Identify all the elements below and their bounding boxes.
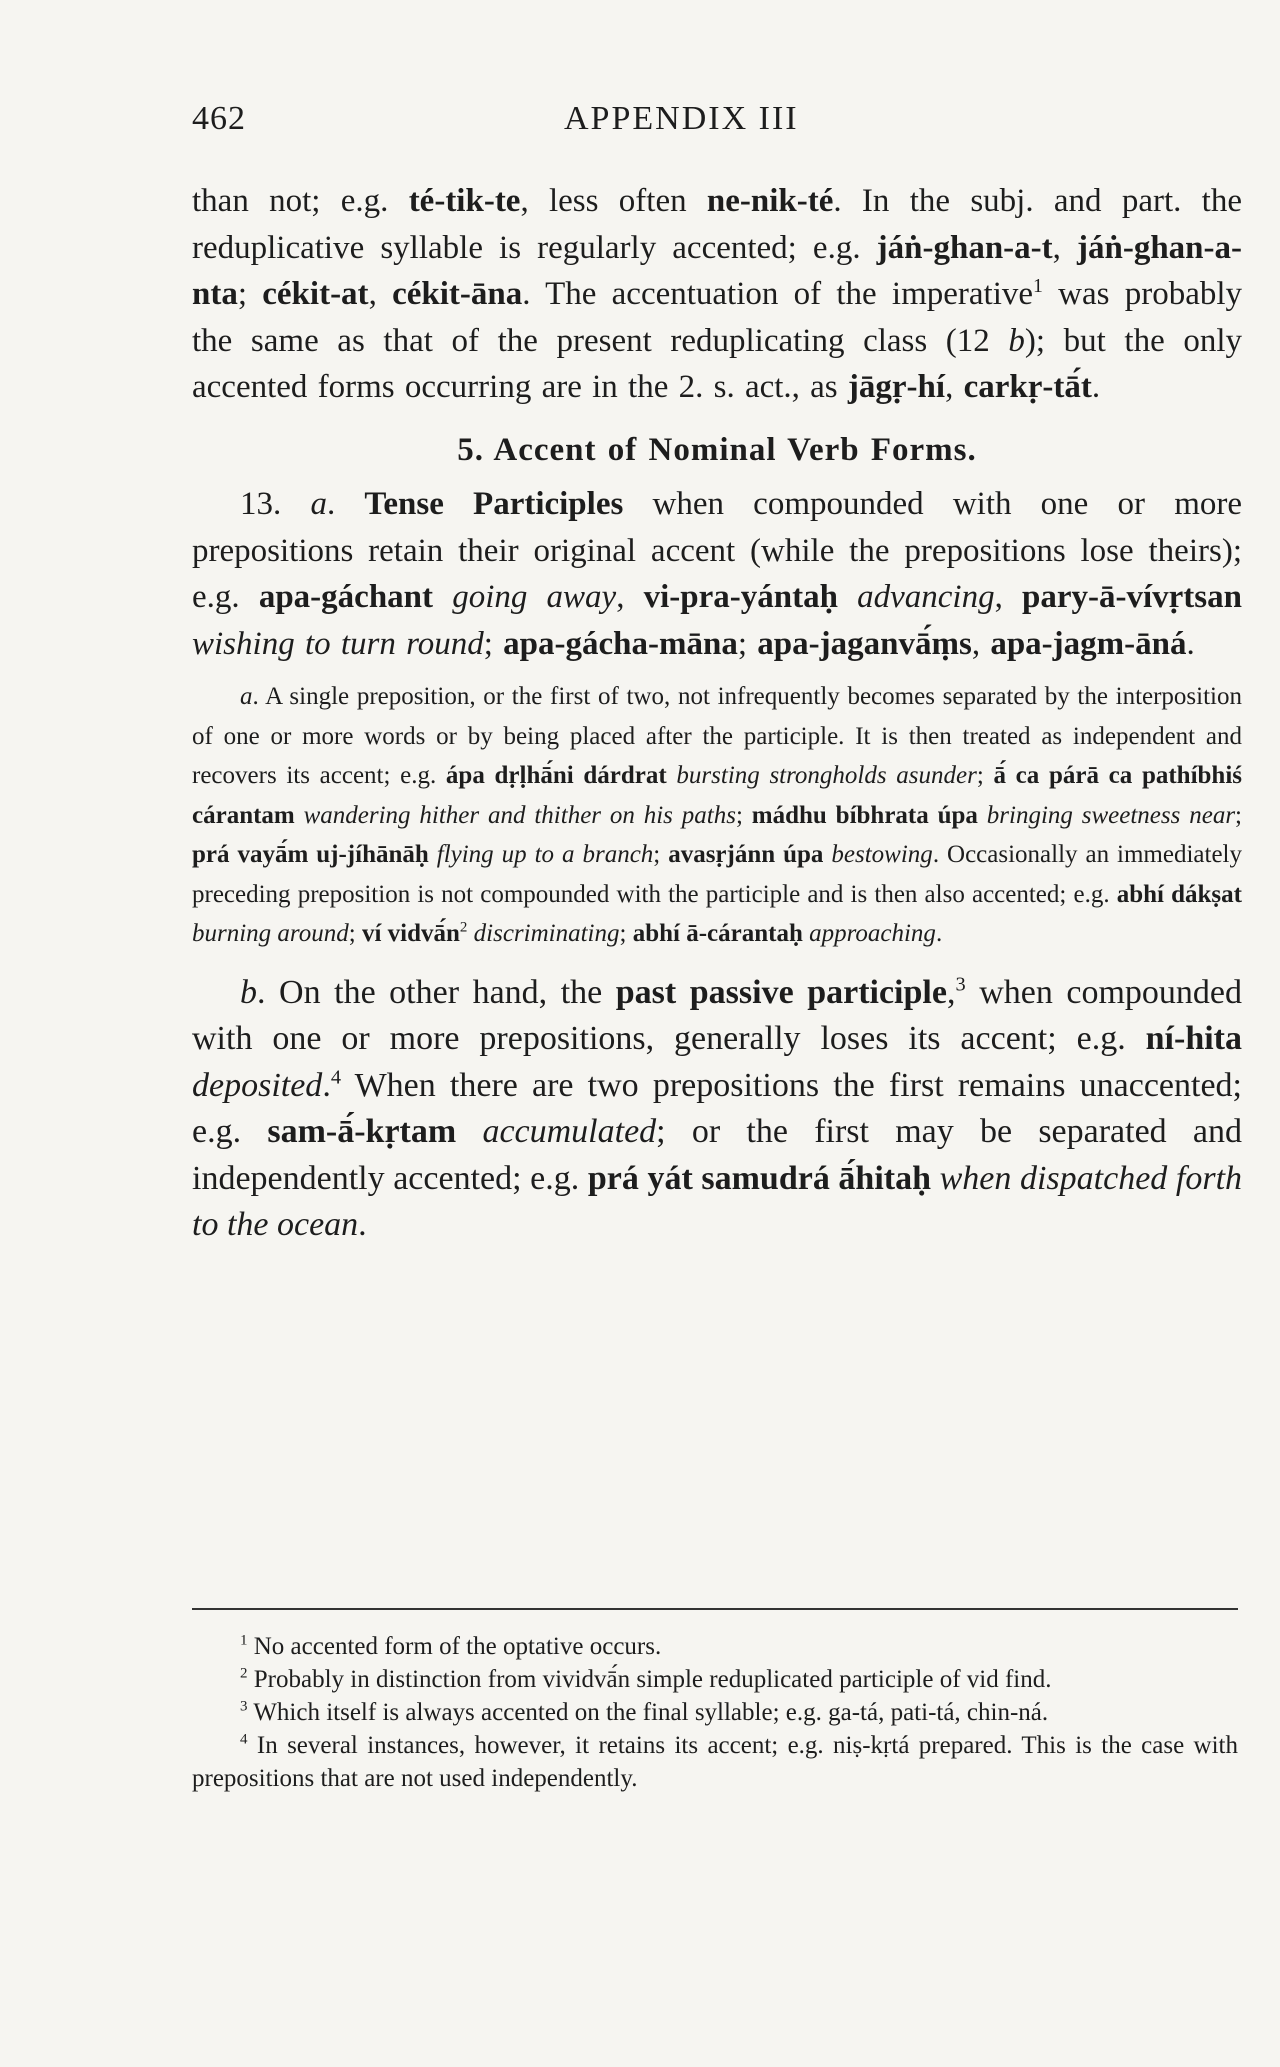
footnote-rule xyxy=(192,1608,1238,1610)
section-title: 5. Accent of Nominal Verb Forms. xyxy=(457,431,977,468)
paragraph-continuation: than not; e.g. té-tik-te, less often ne-nik-té. In the subj. and part. the reduplicative syllable is regularly accented; e.g. jáṅ-ghan-a-t, jáṅ-ghan-a-nta; cékit-at, cékit-āna. The accentuation of the imperative$^1$ was probably the same as that of the present reduplicating class (12 b); but the only accented forms occurring are in the 2. s. act., as jāgṛ-hí, carkṛ-tā́t. xyxy=(192,183,1243,405)
footnote-4: $^4$ In several instances, however, it retains its accent; e.g. niṣ-kṛtá prepared. This is the case with prepositions that are not used independently. xyxy=(192,1731,1239,1792)
main-text xyxy=(192,178,1242,1249)
page-number: 462 xyxy=(192,100,246,137)
footnotes xyxy=(192,1630,1238,1795)
footnote-3: $^3$ Which itself is always accented on the final syllable; e.g. ga-tá, pati-tá, chin-ná. xyxy=(240,1698,1049,1726)
paragraph-13b: b. On the other hand, the past passive participle,$^3$ when compounded with one or more prepositions, generally loses its accent; e.g. ní-hita deposited.$^4$ When there are two prepositions the first remains unaccented; e.g. sam-ā́-kṛtam accumulated; or the first may be separated and independently accented; e.g. prá yát samudrá ā́hitaḥ when dispatched forth to the ocean. xyxy=(192,973,1243,1243)
footnote-2: $^2$ Probably in distinction from vividvā́n simple reduplicated participle of vid find. xyxy=(240,1665,1052,1693)
paragraph-note-a: a. A single preposition, or the first of two, not infrequently becomes separated by the interposition of one or more words or by being placed after the participle. It is then treated as independent and recovers its accent; e.g. ápa dṛḷhā́ni dárdrat bursting strongholds asunder; ā́ ca párā ca pathíbhiś cárantam wandering hither and thither on his paths; mádhu bíbhrata úpa bringing sweetness near; prá vayā́m uj-jíhānāḥ flying up to a branch; avasṛjánn úpa bestowing. Occasionally an immediately preceding preposition is not compounded with the participle and is then also accented; e.g. abhí dákṣat burning around; ví $vidvā́n^2$ discriminating; abhí ā-cárantaḥ approaching. xyxy=(192,683,1243,947)
running-header xyxy=(192,100,1242,150)
footnote-1: $^1$ No accented form of the optative occurs. xyxy=(240,1632,662,1660)
paragraph-13a: 13. a. Tense Participles when compounded with one or more prepositions retain their original accent (while the prepositions lose theirs); e.g. apa-gáchant going away, vi-pra-yántaḥ advancing, pary-ā-vívṛtsan wishing to turn round; apa-gácha-māna; apa-jaganvā́ṃs, apa-jagm-āná. xyxy=(192,486,1242,662)
running-title: APPENDIX III xyxy=(564,100,799,137)
